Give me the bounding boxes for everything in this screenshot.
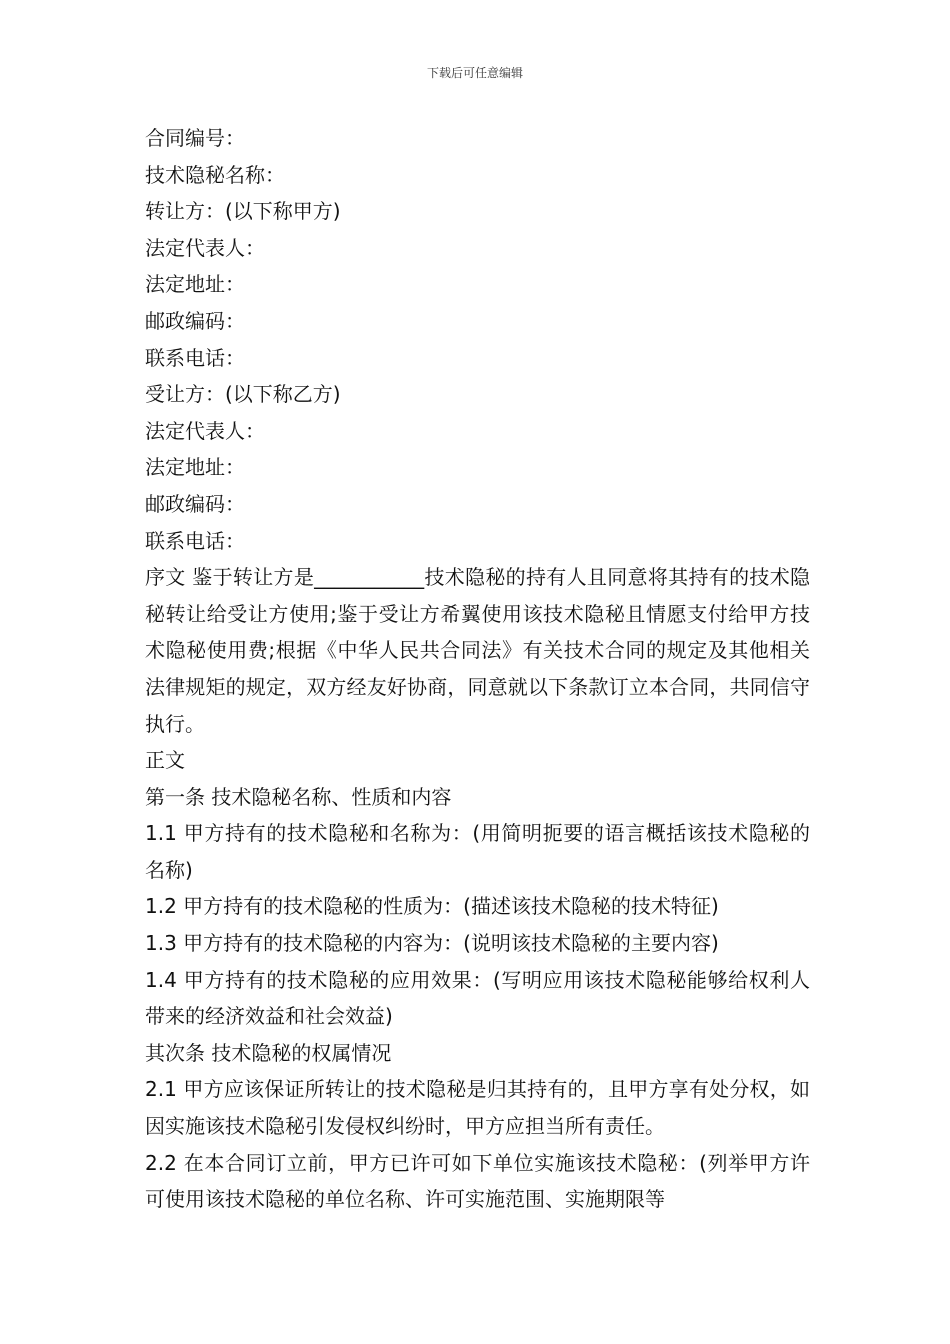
contract-number-line: 合同编号： — [145, 126, 245, 150]
body-title: 正文 — [145, 748, 185, 773]
party-a-zip-line: 邮政编码： — [145, 308, 245, 333]
article-1-1: 1.1 甲方持有的技术隐秘和名称为：(用简明扼要的语言概括该技术隐秘的名称) — [145, 821, 810, 882]
document-body — [145, 120, 810, 1218]
party-b-address-line: 法定地址： — [145, 455, 245, 480]
page-header: 下载后可任意编辑 — [426, 66, 523, 80]
secret-name-line: 技术隐秘名称： — [145, 162, 285, 187]
party-a-phone-line: 联系电话： — [145, 345, 245, 370]
party-a-representative-line: 法定代表人： — [145, 235, 265, 260]
party-b-representative-line: 法定代表人： — [145, 418, 265, 443]
article-1-3: 1.3 甲方持有的技术隐秘的内容为：(说明该技术隐秘的主要内容) — [145, 931, 719, 956]
article-1-title: 第一条 技术隐秘名称、性质和内容 — [145, 784, 452, 809]
party-b-phone-line: 联系电话： — [145, 528, 245, 553]
article-2-1: 2.1 甲方应该保证所转让的技术隐秘是归其持有的，且甲方享有处分权，如因实施该技术隐秘引发侵权纠纷时，甲方应担当所有责任。 — [145, 1077, 810, 1139]
preface-paragraph: 序文 鉴于转让方是___________技术隐秘的持有人且同意将其持有的技术隐秘转让给受让方使用;鉴于受让方希翼使用该技术隐秘且情愿支付给甲方技术隐秘使用费;根据《中华人民共合同法》有关技术合同的规定及其他相关法律规矩的规定，双方经友好协商，同意就以下条款订立本合同，共同信守执行。 — [145, 565, 810, 736]
article-2-title: 其次条 技术隐秘的权属情况 — [145, 1040, 392, 1065]
article-2-2: 2.2 在本合同订立前，甲方已许可如下单位实施该技术隐秘：(列举甲方许可使用该技术隐秘的单位名称、许可实施范围、实施期限等 — [145, 1150, 810, 1212]
article-1-4: 1.4 甲方持有的技术隐秘的应用效果：(写明应用该技术隐秘能够给权利人带来的经济效益和社会效益) — [145, 967, 810, 1029]
article-1-2: 1.2 甲方持有的技术隐秘的性质为：(描述该技术隐秘的技术特征) — [145, 894, 719, 919]
transferee-line: 受让方：(以下称乙方) — [145, 382, 341, 407]
transferor-line: 转让方：(以下称甲方) — [145, 199, 341, 224]
party-b-zip-line: 邮政编码： — [145, 491, 245, 516]
party-a-address-line: 法定地址： — [145, 272, 245, 297]
